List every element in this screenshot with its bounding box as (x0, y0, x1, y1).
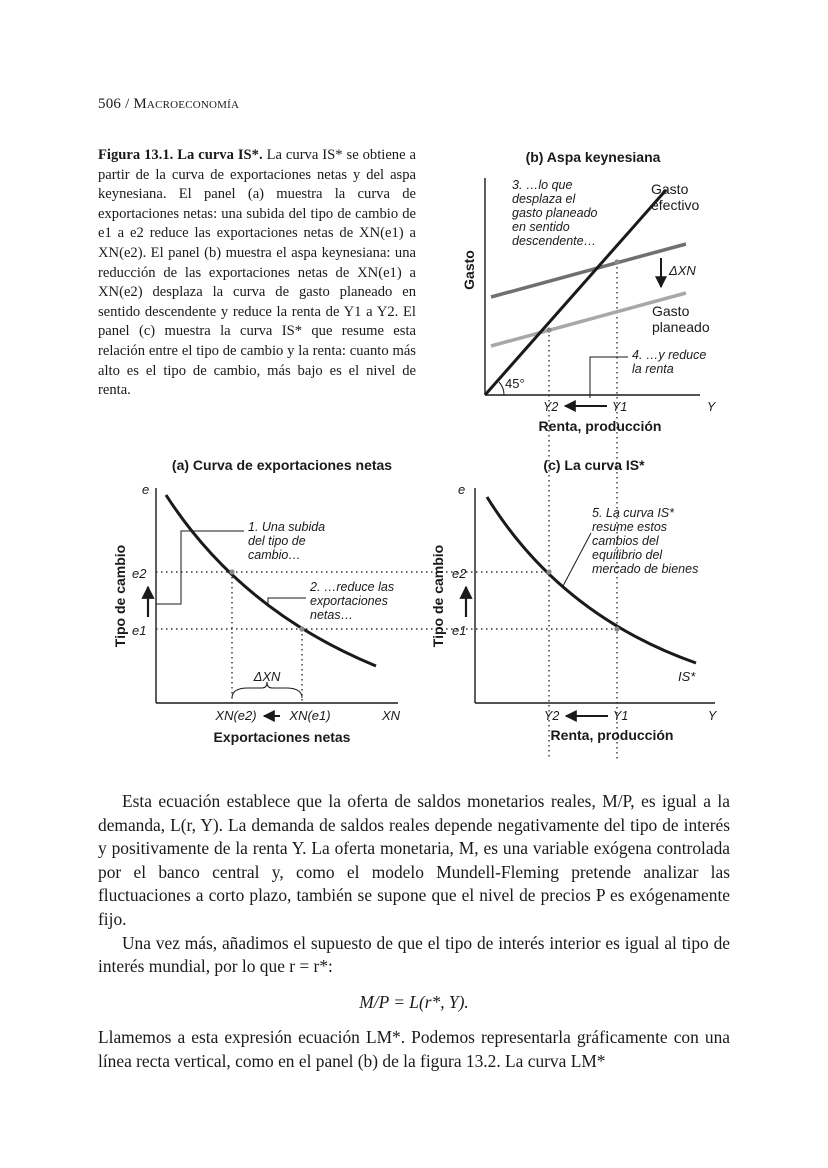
annotation-2-leader (268, 598, 306, 607)
panel-b-x-axis-label: Renta, producción (538, 418, 662, 434)
panel-c-x-end-label: Y (708, 709, 717, 723)
angle-label: 45° (505, 376, 525, 391)
panel-a-e1-label: e1 (132, 623, 147, 638)
panel-a-e2-label: e2 (132, 566, 147, 581)
annotation-3-line-2: desplaza el (512, 192, 576, 206)
delta-xn-label: ΔXN (669, 263, 696, 278)
angle-arc (499, 382, 504, 395)
equilibrium-point-2 (546, 327, 551, 332)
actual-spending-label-2: efectivo (651, 197, 700, 213)
xn-e1-label: XN(e1) (289, 708, 331, 723)
annotation-3-line-1: 3. …lo que (512, 178, 573, 192)
annotation-2-line-1: 2. …reduce las (310, 580, 395, 594)
annotation-2-line-3: netas… (310, 608, 354, 622)
paragraph-2: Una vez más, añadimos el supuesto de que el tipo de interés interior es igual al tipo de interés mundial, por lo que r = r*: (98, 932, 730, 977)
annotation-5-line-5: mercado de bienes (592, 562, 699, 576)
panel-c-e1-label: e1 (452, 623, 467, 638)
panel-c-x-axis-label: Renta, producción (550, 727, 674, 743)
annotation-2-line-2: exportaciones (310, 594, 388, 608)
annotation-5-line-1: 5. La curva IS* (592, 506, 674, 520)
panel-a-x-end-label: XN (381, 708, 401, 723)
panel-c-y-axis-label: Tipo de cambio (430, 544, 446, 648)
panel-b-y-axis-label: Gasto (461, 250, 477, 290)
caption-label: Figura 13.1. La curva IS*. (98, 147, 263, 163)
annotation-5-leader (563, 533, 591, 586)
panel-a (112, 457, 617, 745)
panel-a-y-top-label: e (142, 482, 150, 497)
panel-b-y2-label: Y2 (543, 400, 559, 414)
delta-xn-label-a: ΔXN (253, 669, 281, 684)
delta-brace (232, 682, 302, 698)
annotation-3-line-5: descendente… (512, 234, 597, 248)
paragraph-3: Llamemos a esta expresión ecuación LM*. Podemos representarla gráficamente con una línea recta vertical, como en el panel (b) de la figura 13.2. La curva LM* (98, 1027, 730, 1071)
caption-text: La curva IS* se obtiene a partir de la curva de exportaciones netas y del aspa keynesiana. El panel (a) muestra la curva de exportaciones netas: una subida del tipo de cambio de e1 a e2 reduce las exportaciones netas de XN(e1) a XN(e2). El panel (b) muestra el aspa keynesiana: una reducción de las exportaciones netas de XN(e1) a XN(e2) desplaza la curva de gasto planeado en sentido descendente y reduce la renta de Y1 a Y2. El panel (c) muestra la curva IS* que resume esta relación entre el tipo de cambio y la renta: cuanto más alto es el tipo de cambio, más bajo es el nivel de renta. (98, 147, 417, 399)
panel-b-x-end-label: Y (707, 400, 716, 414)
panel-b-y1-label: Y1 (612, 400, 628, 414)
is-star-point-e1 (614, 626, 619, 631)
panel-c-y2-label: Y2 (544, 709, 560, 723)
is-star-point-e2 (546, 569, 551, 574)
net-exports-point-e1 (299, 626, 304, 631)
net-exports-point-e2 (229, 569, 234, 574)
body-text (98, 790, 730, 1074)
panel-a-y-axis-label: Tipo de cambio (112, 544, 128, 648)
planned-spending-label-1: Gasto (652, 303, 690, 319)
annotation-5-line-2: resume estos (592, 520, 668, 534)
panel-a-title: (a) Curva de exportaciones netas (171, 457, 393, 473)
annotation-5-line-4: equilibrio del (592, 548, 663, 562)
equilibrium-point-1 (614, 259, 619, 264)
annotation-4-leader (590, 357, 628, 398)
planned-spending-original (491, 244, 686, 297)
panel-b-title: (b) Aspa keynesiana (525, 149, 661, 165)
lm-star-equation: M/P = L(r*, Y). (359, 991, 469, 1012)
panel-c-y-top-label: e (458, 482, 466, 497)
paragraph-1: Esta ecuación establece que la oferta de saldos monetarios reales, M/P, es igual a la demanda, L(r, Y). La demanda de saldos reales depende negativamente del tipo de interés y positivamente de la renta Y. La oferta monetaria, M, es una variable exógena controlada por el banco central y, como el modelo Mundell-Fleming pretende analizar las fluctuaciones a corto plazo, también se supone que el nivel de precios P es exógenamente fijo. (98, 791, 730, 929)
planned-spending-label-2: planeado (652, 319, 710, 335)
is-star-label: IS* (678, 669, 696, 684)
annotation-4-line-1: 4. …y reduce (632, 348, 707, 362)
panel-c-y1-label: Y1 (613, 709, 629, 723)
annotation-1-line-1: 1. Una subida (248, 520, 326, 534)
panel-c (430, 457, 718, 743)
separator: / (125, 96, 130, 112)
xn-e2-label: XN(e2) (215, 708, 257, 723)
panel-c-title: (c) La curva IS* (543, 457, 645, 473)
annotation-3-line-4: en sentido (512, 220, 570, 234)
actual-spending-label-1: Gasto (651, 181, 689, 197)
annotation-5-line-3: cambios del (592, 534, 659, 548)
panel-c-e2-label: e2 (452, 566, 467, 581)
page-number: 506 (98, 96, 122, 112)
annotation-1-line-3: cambio… (248, 548, 301, 562)
panel-a-x-axis-label: Exportaciones netas (213, 729, 351, 745)
book-title: Macroeconomía (133, 96, 240, 112)
annotation-3-line-3: gasto planeado (512, 206, 598, 220)
annotation-1-line-2: del tipo de (248, 534, 306, 548)
annotation-4-line-2: la renta (632, 362, 674, 376)
